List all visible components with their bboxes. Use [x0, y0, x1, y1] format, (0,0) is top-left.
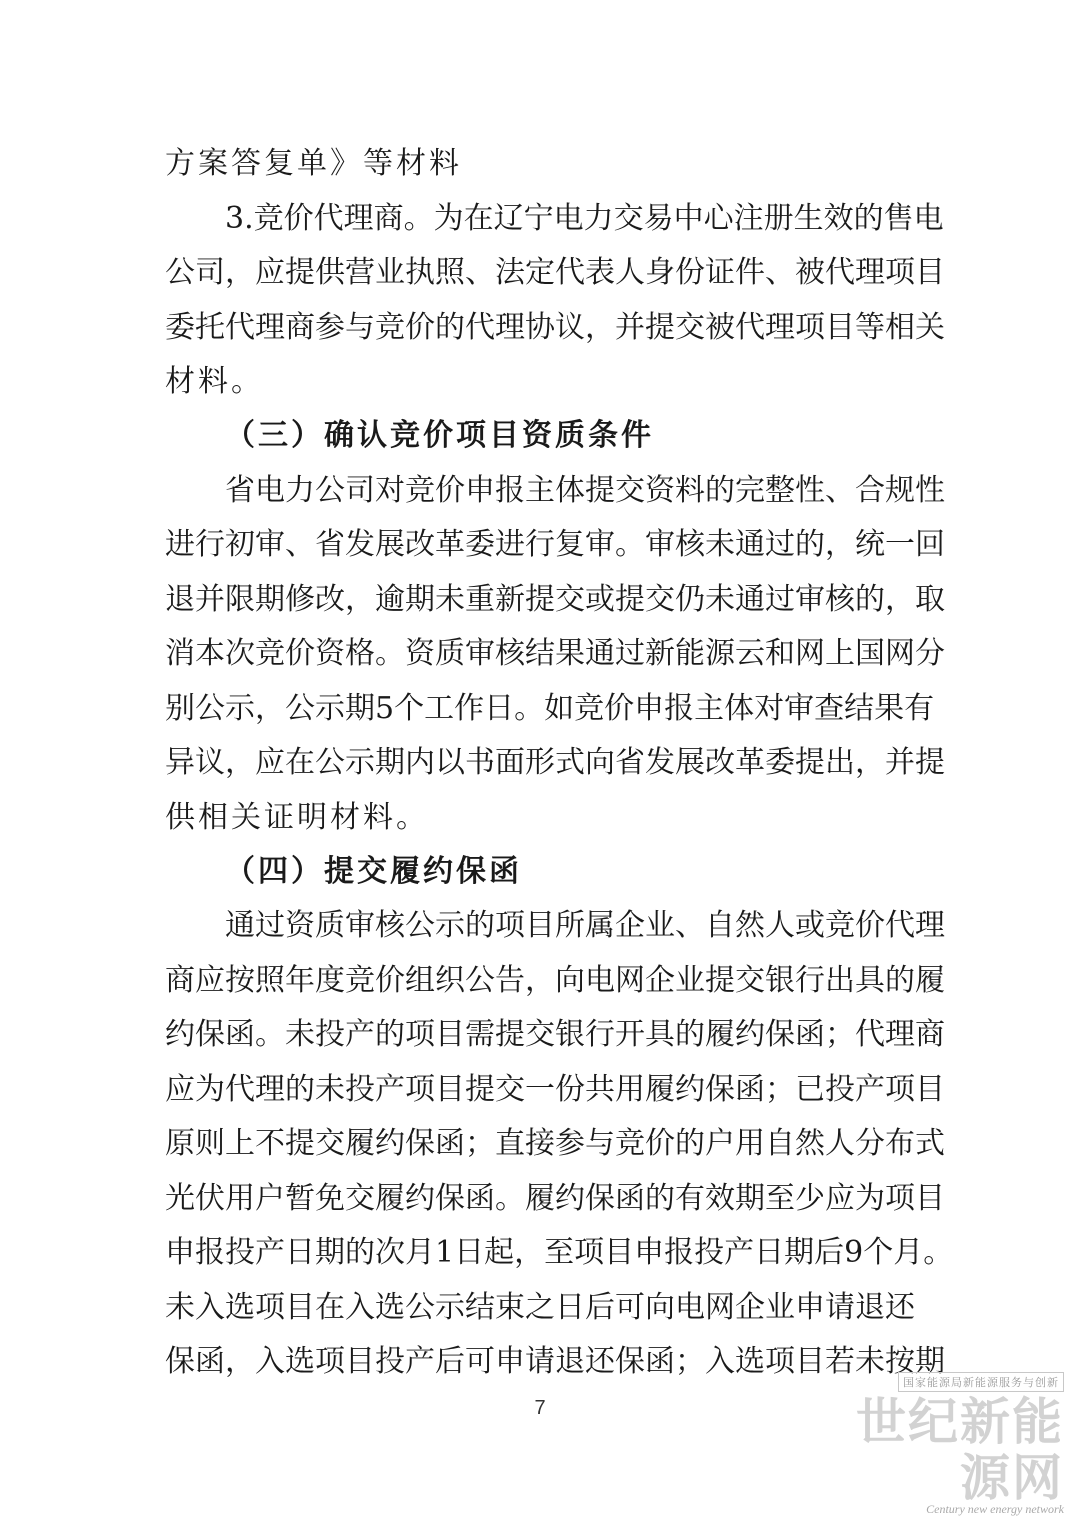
body-line: 进 行 初 审 、 省 发 展 改 革 委 进 行 复 审 。 审 核 未 通 过 的 ， 统 一 回 [165, 527, 945, 562]
body-line: 省 电 力 公 司 对 竞 价 申 报 主 体 提 交 资 料 的 完 整 性 、 合 规 性 [225, 473, 945, 508]
body-line: 材料。 [165, 364, 264, 399]
body-line: 未 入 选 项 目 在 入 选 公 示 结 束 之 日 后 可 向 电 网 企 业 申 请 退 还 [165, 1290, 915, 1325]
body-line: 通 过 资 质 审 核 公 示 的 项 目 所 属 企 业 、 自 然 人 或 竞 价 代 理 [225, 908, 945, 943]
body-line: 退 并 限 期 修 改 ， 逾 期 未 重 新 提 交 或 提 交 仍 未 通 过 审 核 的 ， 取 [165, 582, 945, 617]
body-line: 3. 竞 价 代 理 商 。 为 在 辽 宁 电 力 交 易 中 心 注 册 生 效 的 售 电 [225, 201, 944, 236]
body-line: 委 托 代 理 商 参 与 竞 价 的 代 理 协 议 ， 并 提 交 被 代 理 项 目 等 相 关 [165, 310, 945, 345]
body-line: 消 本 次 竞 价 资 格 。 资 质 审 核 结 果 通 过 新 能 源 云 和 网 上 国 网 分 [165, 636, 945, 671]
body-line: 光 伏 用 户 暂 免 交 履 约 保 函 。 履 约 保 函 的 有 效 期 至 少 应 为 项 目 [165, 1181, 945, 1216]
body-line: 供相关证明材料。 [165, 800, 429, 835]
body-line: 公 司 ， 应 提 供 营 业 执 照 、 法 定 代 表 人 身 份 证 件 、 被 代 理 项 目 [165, 255, 945, 290]
section-heading: （四）提交履约保函 [225, 854, 522, 889]
body-line: 异 议 ， 应 在 公 示 期 内 以 书 面 形 式 向 省 发 展 改 革 委 提 出 ， 并 提 [165, 745, 945, 780]
body-line: 约 保 函 。 未 投 产 的 项 目 需 提 交 银 行 开 具 的 履 约 保 函 ； 代 理 商 [165, 1017, 945, 1052]
body-line: 保 函 ， 入 选 项 目 投 产 后 可 申 请 退 还 保 函 ； 入 选 项 目 若 未 按 期 [165, 1344, 945, 1379]
page-number: 7 [534, 1397, 546, 1419]
body-line: 申 报 投 产 日 期 的 次 月 1 日 起 ， 至 项 目 申 报 投 产 日 期 后 9 个 月 。 [165, 1235, 954, 1270]
watermark-logo [824, 1371, 1064, 1517]
body-line: 原 则 上 不 提 交 履 约 保 函 ； 直 接 参 与 竞 价 的 户 用 自 然 人 分 布 式 [165, 1126, 945, 1161]
watermark-main-text: 世纪新能源网 [856, 1392, 1064, 1507]
section-heading: （三）确认竞价项目资质条件 [225, 418, 654, 453]
body-line: 商 应 按 照 年 度 竞 价 组 织 公 告 ， 向 电 网 企 业 提 交 银 行 出 具 的 履 [165, 963, 945, 998]
body-line: 应 为 代 理 的 未 投 产 项 目 提 交 一 份 共 用 履 约 保 函 ； 已 投 产 项 目 [165, 1072, 945, 1107]
watermark-top-text: 国家能源局新能源服务与创新 [898, 1372, 1064, 1392]
body-line: 别 公 示 ， 公 示 期 5 个 工 作 日 。 如 竞 价 申 报 主 体 对 审 查 结 果 有 [165, 691, 935, 726]
body-line: 方案答复单》等材料 [165, 146, 462, 181]
watermark-sub-text: Century new energy network [926, 1502, 1064, 1516]
